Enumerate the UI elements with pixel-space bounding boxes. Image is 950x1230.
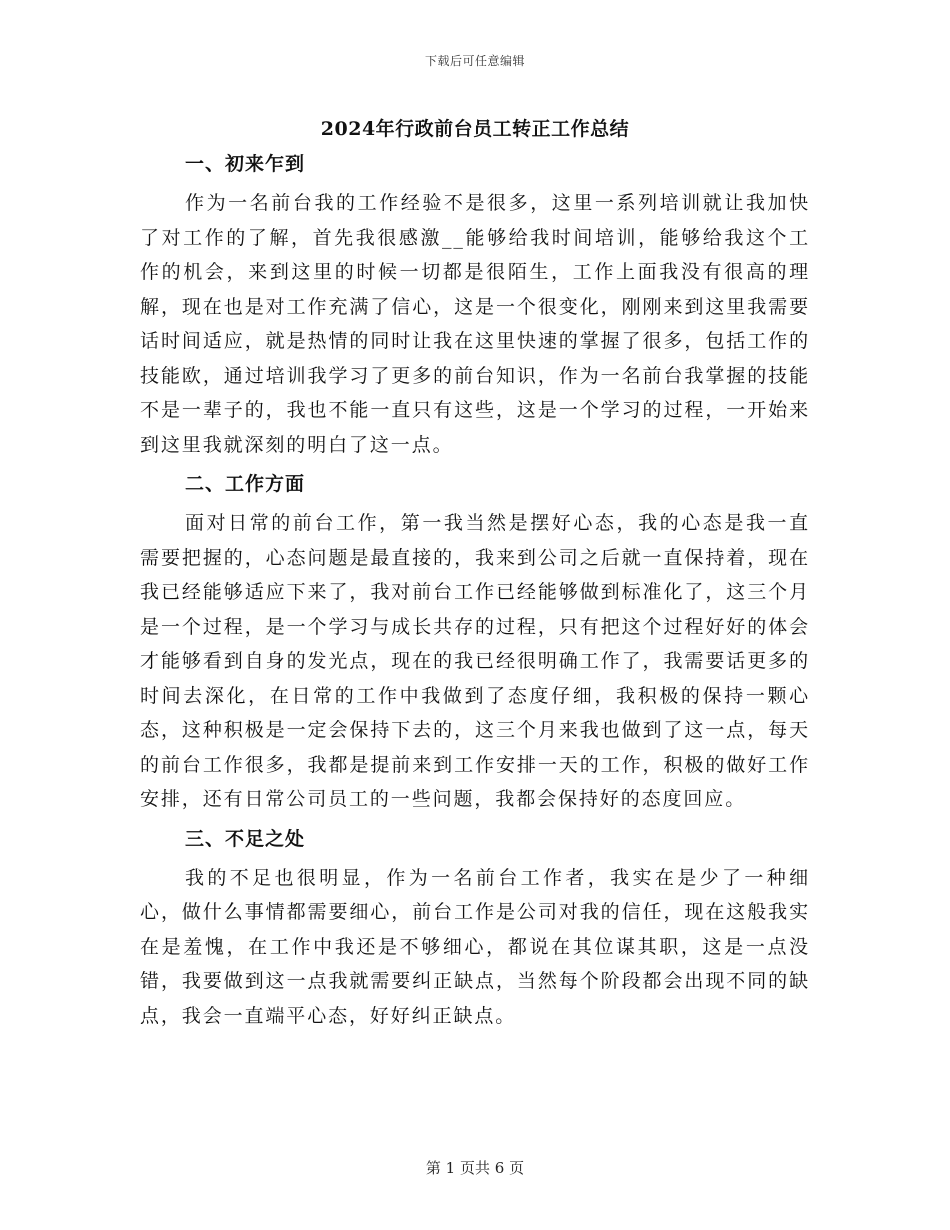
section-shortcomings [140, 817, 810, 1034]
page-header: 下载后可任意编辑 [424, 54, 525, 68]
page-number-footer: 第 1 页共 6 页 [425, 1159, 525, 1177]
document-body [140, 142, 810, 1033]
section-heading: 三、不足之处 [185, 827, 306, 850]
section-heading: 二、工作方面 [185, 473, 306, 495]
section-paragraph: 作为一名前台我的工作经验不是很多，这里一系列培训就让我加快了对工作的了解，首先我很感激__能够给我时间培训，能够给我这个工作的机会，来到这里的时候一切都是很陌生，工作上面我没有很高的理解，现在也是对工作充满了信心，这是一个很变化，刚刚来到这里我需要话时间适应，就是热情的同时让我在这里快速的掌握了很多，包括工作的技能欧，通过培训我学习了更多的前台知识，作为一名前台我掌握的技能不是一辈子的，我也不能一直只有这些，这是一个学习的过程，一开始来到这里我就深刻的明白了这一点。 [140, 192, 810, 456]
section-paragraph: 我的不足也很明显，作为一名前台工作者，我实在是少了一种细心，做什么事情都需要细心，前台工作是公司对我的信任，现在这般我实在是羞愧，在工作中我还是不够细心，都说在其位谋其职，这是一点没错，我要做到这一点我就需要纠正缺点，当然每个阶段都会出现不同的缺点，我会一直端平心态，好好纠正缺点。 [140, 866, 810, 1027]
section-arrival [140, 142, 810, 462]
document-title: 2024年行政前台员工转正工作总结 [320, 118, 630, 140]
section-paragraph: 面对日常的前台工作，第一我当然是摆好心态，我的心态是我一直需要把握的，心态问题是最直接的，我来到公司之后就一直保持着，现在我已经能够适应下来了，我对前台工作已经能够做到标准化了，这三个月是一个过程，是一个学习与成长共存的过程，只有把这个过程好好的体会才能够看到自身的发光点，现在的我已经很明确工作了，我需要话更多的时间去深化，在日常的工作中我做到了态度仔细，我积极的保持一颗心态，这种积极是一定会保持下去的，这三个月来我也做到了这一点，每天的前台工作很多，我都是提前来到工作安排一天的工作，积极的做好工作安排，还有日常公司员工的一些问题，我都会保持好的态度回应。 [140, 512, 810, 810]
section-work [140, 462, 810, 817]
section-heading: 一、初来乍到 [185, 153, 306, 175]
